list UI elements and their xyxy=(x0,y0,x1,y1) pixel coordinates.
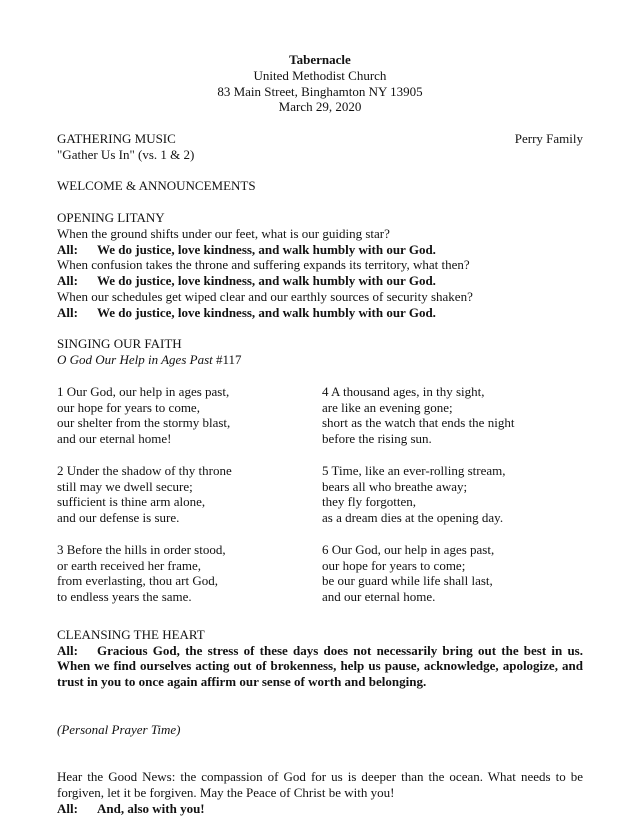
hymn-title-line xyxy=(57,352,583,368)
hymn-line: our hope for years to come; xyxy=(322,557,466,573)
hymn-line: bears all who breathe away; xyxy=(322,478,468,494)
hymn-line: or earth received her frame, xyxy=(57,557,201,573)
hymn-number: #117 xyxy=(216,352,242,368)
welcome-heading: WELCOME & ANNOUNCEMENTS xyxy=(57,178,256,194)
cleansing-heart-section xyxy=(57,627,583,690)
hymn-line: and our eternal home! xyxy=(57,431,172,447)
hymn-line: from everlasting, thou art God, xyxy=(57,573,219,589)
good-news-text: Hear the Good News: the compassion of God for us is deeper than the ocean. What needs to be forgiven, let it be forgiven. May the Peace of Christ be with you! xyxy=(57,769,583,800)
litany-response xyxy=(57,273,583,289)
cleansing-heart-heading: CLEANSING THE HEART xyxy=(57,626,205,642)
hymn-verses xyxy=(57,384,583,605)
hymn-column-right xyxy=(322,384,583,605)
personal-prayer-note: (Personal Prayer Time) xyxy=(57,721,181,737)
litany-response xyxy=(57,242,583,258)
welcome-section xyxy=(57,178,583,194)
litany-question: When the ground shifts under our feet, what is our guiding star? xyxy=(57,225,390,241)
good-news-section xyxy=(57,769,583,816)
all-label: All: xyxy=(57,642,78,658)
all-label: All: xyxy=(57,800,78,816)
hymn-verse xyxy=(57,463,322,526)
hymn-verse xyxy=(322,384,583,447)
good-news-response-text: And, also with you! xyxy=(97,800,205,816)
hymn-column-left xyxy=(57,384,322,605)
hymn-line: sufficient is thine arm alone, xyxy=(57,494,206,510)
opening-litany-heading: OPENING LITANY xyxy=(57,209,165,225)
gathering-music-performer: Perry Family xyxy=(514,130,583,146)
hymn-verse xyxy=(322,542,583,605)
header-block xyxy=(57,52,583,115)
hymn-line: our shelter from the stormy blast, xyxy=(57,415,231,431)
hymn-line: 1 Our God, our help in ages past, xyxy=(57,383,230,399)
hymn-line: 3 Before the hills in order stood, xyxy=(57,541,226,557)
litany-response-text: We do justice, love kindness, and walk humbly with our God. xyxy=(97,241,436,257)
church-subtitle: United Methodist Church xyxy=(253,67,387,83)
good-news-response xyxy=(57,801,583,817)
singing-our-faith-heading: SINGING OUR FAITH xyxy=(57,336,182,352)
hymn-line: before the rising sun. xyxy=(322,431,432,447)
litany-question: When our schedules get wiped clear and our earthly sources of security shaken? xyxy=(57,288,473,304)
hymn-verse xyxy=(57,384,322,447)
hymn-title: O God Our Help in Ages Past xyxy=(57,352,213,368)
litany-response xyxy=(57,305,583,321)
hymn-line: still may we dwell secure; xyxy=(57,478,193,494)
hymn-line: be our guard while life shall last, xyxy=(322,573,493,589)
hymn-verse xyxy=(57,542,322,605)
cleansing-prayer-text: Gracious God, the stress of these days does not necessarily bring out the best in us. When we find ourselves acting out of brokenness, help us pause, acknowledge, apologize, and trust in you to once again affirm our sense of worth and belonging. xyxy=(57,642,583,690)
hymn-line: 2 Under the shadow of thy throne xyxy=(57,462,232,478)
gathering-music-section xyxy=(57,131,583,163)
hymn-verse xyxy=(322,463,583,526)
gathering-music-song: "Gather Us In" (vs. 1 & 2) xyxy=(57,146,195,162)
hymn-line: and our eternal home. xyxy=(322,589,436,605)
hymn-line: short as the watch that ends the night xyxy=(322,415,515,431)
church-address: 83 Main Street, Binghamton NY 13905 xyxy=(217,83,423,99)
litany-question: When confusion takes the throne and suffering expands its territory, what then? xyxy=(57,257,470,273)
hymn-line: and our defense is sure. xyxy=(57,510,180,526)
opening-litany-section xyxy=(57,210,583,321)
hymn-line: 5 Time, like an ever-rolling stream, xyxy=(322,462,506,478)
all-label: All: xyxy=(57,241,78,257)
all-label: All: xyxy=(57,273,78,289)
service-date: March 29, 2020 xyxy=(278,99,362,115)
hymn-line: are like an evening gone; xyxy=(322,399,453,415)
hymn-line: as a dream dies at the opening day. xyxy=(322,510,504,526)
litany-response-text: We do justice, love kindness, and walk humbly with our God. xyxy=(97,273,436,289)
hymn-line: 4 A thousand ages, in thy sight, xyxy=(322,383,485,399)
cleansing-prayer xyxy=(57,643,583,690)
hymn-line: 6 Our God, our help in ages past, xyxy=(322,541,495,557)
hymn-line: they fly forgotten, xyxy=(322,494,416,510)
gathering-music-heading: GATHERING MUSIC xyxy=(57,130,176,146)
singing-our-faith-section xyxy=(57,336,583,605)
hymn-line: our hope for years to come, xyxy=(57,399,200,415)
all-label: All: xyxy=(57,304,78,320)
hymn-line: to endless years the same. xyxy=(57,589,192,605)
church-title: Tabernacle xyxy=(289,52,351,67)
litany-response-text: We do justice, love kindness, and walk humbly with our God. xyxy=(97,304,436,320)
